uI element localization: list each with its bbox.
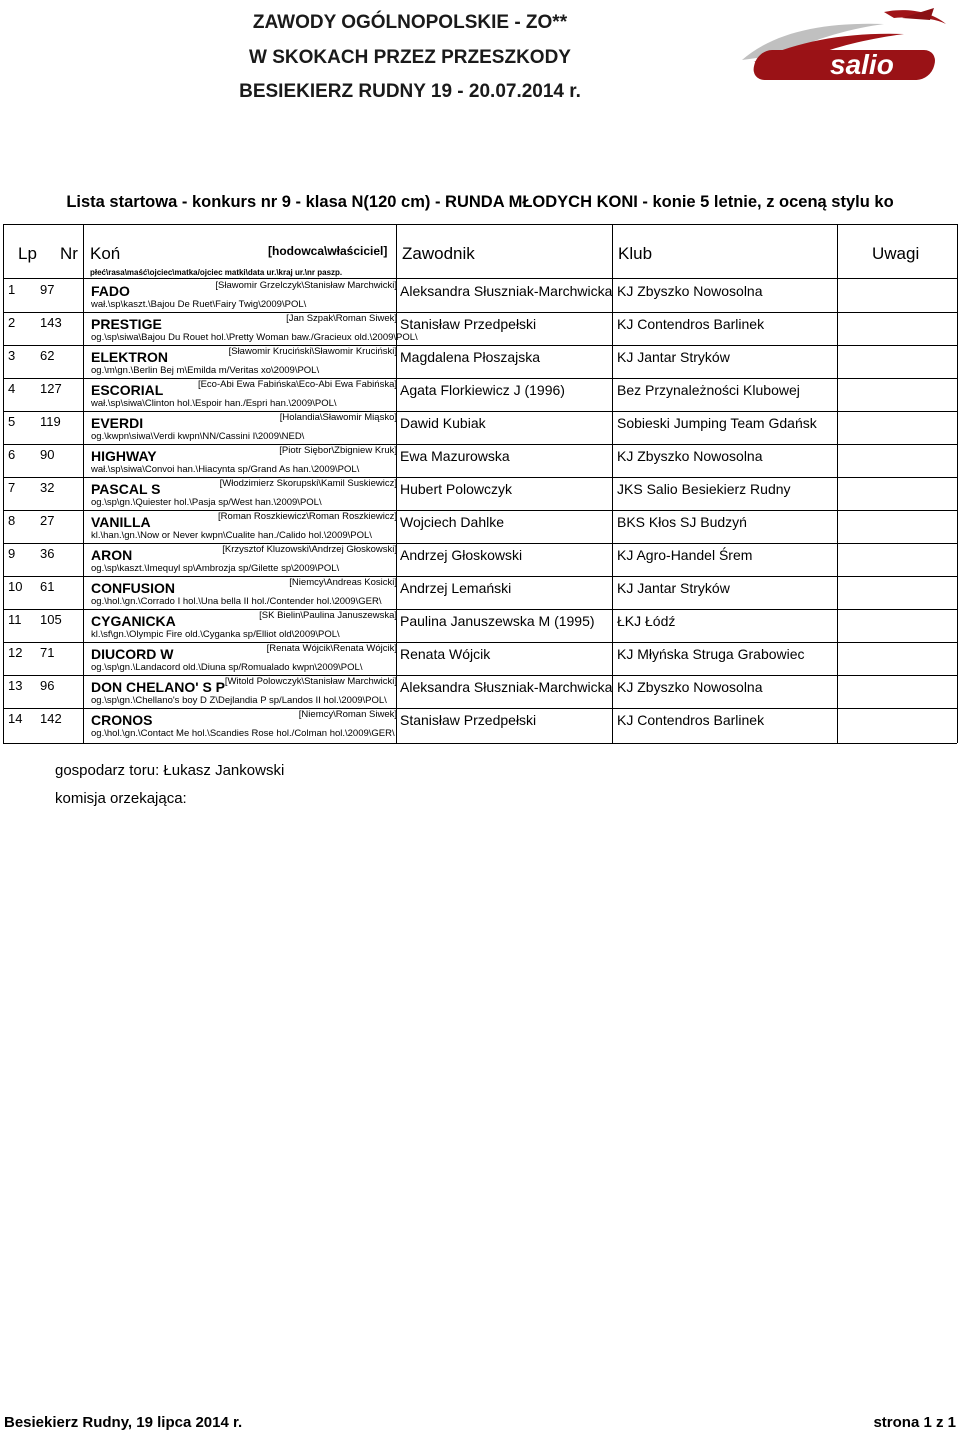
salio-logo [734, 2, 960, 94]
row-rider: Wojciech Dahlke [400, 514, 505, 530]
row-breeder-owner: [Niemcy\Andreas Kosicki] [289, 577, 397, 588]
row-breeder-owner: [Krzysztof Kluzowski\Andrzej Głoskowski] [222, 544, 397, 555]
row-rider: Aleksandra Słuszniak-Marchwicka [400, 679, 613, 695]
row-rider: Hubert Polowczyk [400, 481, 513, 497]
row-breeder-owner: [Włodzimierz Skorupski\Kamil Suskiewicz] [219, 478, 397, 489]
col-header-lp: Lp [18, 244, 37, 263]
svg-text:salio: salio [830, 49, 894, 80]
event-title-line3: BESIEKIERZ RUDNY 19 - 20.07.2014 r. [239, 81, 581, 102]
table-row [3, 412, 957, 445]
row-lp: 2 [8, 315, 16, 330]
row-pedigree: kl.\han.\gn.\Now or Never kwpn\Cualite han./Calido hol.\2009\POL\ [91, 530, 372, 541]
col-header-breeder-owner: [hodowca\właściciel] [268, 244, 388, 258]
table-row [3, 445, 957, 478]
start-list-title: Lista startowa - konkurs nr 9 - klasa N(120 cm) - RUNDA MŁODYCH KONI - konie 5 letnie, z oceną stylu ko [66, 193, 894, 211]
col-header-notes: Uwagi [872, 244, 920, 263]
row-nr: 32 [40, 480, 55, 495]
jury: komisja orzekająca: [55, 790, 187, 807]
row-lp: 13 [8, 678, 23, 693]
row-nr: 143 [40, 315, 62, 330]
row-rider: Andrzej Lemański [400, 580, 512, 596]
row-breeder-owner: [SK Bielin\Paulina Januszewska] [259, 610, 397, 621]
row-rider: Aleksandra Słuszniak-Marchwicka [400, 283, 613, 299]
row-horse-name: DIUCORD W [91, 646, 174, 662]
row-rider: Agata Florkiewicz J (1996) [400, 382, 565, 398]
table-row [3, 379, 957, 412]
row-lp: 10 [8, 579, 23, 594]
row-pedigree: og.\sp\siwa\Bajou Du Rouet hol.\Pretty Woman baw./Gracieux old.\2009\POL\ [91, 332, 418, 343]
row-rider: Magdalena Płoszajska [400, 349, 541, 365]
row-nr: 90 [40, 447, 55, 462]
row-breeder-owner: [Renata Wójcik\Renata Wójcik] [266, 643, 397, 654]
row-nr: 61 [40, 579, 55, 594]
row-club: KJ Zbyszko Nowosolna [617, 679, 763, 695]
page-number: strona 1 z 1 [873, 1414, 956, 1431]
row-nr: 62 [40, 348, 55, 363]
row-breeder-owner: [Eco-Abi Ewa Fabińska\Eco-Abi Ewa Fabińska] [197, 379, 397, 390]
row-club: KJ Jantar Stryków [617, 580, 730, 596]
row-lp: 7 [8, 480, 16, 495]
row-club: JKS Salio Besiekierz Rudny [617, 481, 791, 497]
row-pedigree: wał.\sp\siwa\Clinton hol.\Espoir han./Espri han.\2009\POL\ [91, 398, 337, 409]
table-row [3, 511, 957, 544]
row-club: BKS Kłos SJ Budzyń [617, 514, 747, 530]
table-row [3, 643, 957, 676]
table-row [3, 544, 957, 577]
row-rider: Renata Wójcik [400, 646, 491, 662]
place-date: Besiekierz Rudny, 19 lipca 2014 r. [4, 1414, 243, 1431]
row-nr: 127 [40, 381, 62, 396]
table-row [3, 577, 957, 610]
row-pedigree: og.\sp\gn.\Quiester hol.\Pasja sp/West han.\2009\POL\ [91, 497, 322, 508]
row-breeder-owner: [Jan Szpak\Roman Siwek] [286, 313, 397, 324]
row-club: KJ Contendros Barlinek [617, 712, 765, 728]
row-horse-name: ELEKTRON [91, 349, 168, 365]
row-horse-name: VANILLA [91, 514, 151, 530]
row-nr: 105 [40, 612, 62, 627]
row-breeder-owner: [Roman Roszkiewicz\Roman Roszkiewicz] [218, 511, 397, 522]
row-rider: Dawid Kubiak [400, 415, 486, 431]
row-horse-name: ESCORIAL [91, 382, 164, 398]
row-horse-name: CYGANICKA [91, 613, 176, 629]
col-header-nr: Nr [60, 244, 78, 263]
row-lp: 4 [8, 381, 16, 396]
row-nr: 96 [40, 678, 55, 693]
row-club: KJ Zbyszko Nowosolna [617, 283, 763, 299]
row-pedigree: wał.\sp\siwa\Convoi han.\Hiacynta sp/Grand As han.\2009\POL\ [91, 464, 360, 475]
row-rider: Stanisław Przedpełski [400, 712, 537, 728]
col-header-rider: Zawodnik [402, 244, 475, 263]
row-horse-name: DON CHELANO' S P [91, 679, 226, 695]
row-pedigree: wał.\sp\kaszt.\Bajou De Ruet\Fairy Twig\2009\POL\ [91, 299, 307, 310]
table-row [3, 280, 957, 313]
row-horse-name: ARON [91, 547, 133, 563]
row-nr: 71 [40, 645, 55, 660]
row-lp: 9 [8, 546, 16, 561]
row-breeder-owner: [Sławomir Kruciński\Sławomir Kruciński] [228, 346, 397, 357]
row-horse-name: FADO [91, 283, 130, 299]
row-rider: Andrzej Głoskowski [400, 547, 523, 563]
row-nr: 27 [40, 513, 55, 528]
row-pedigree: og.\kwpn\siwa\Verdi kwpn\NN/Cassini I\2009\NED\ [91, 431, 305, 442]
header-separator [3, 278, 957, 279]
row-horse-name: CONFUSION [91, 580, 175, 596]
table-bottom-border [3, 743, 957, 744]
row-breeder-owner: [Holandia\Sławomir Miąsko] [279, 412, 397, 423]
row-club: KJ Agro-Handel Śrem [617, 547, 753, 563]
table-row [3, 313, 957, 346]
row-club: KJ Jantar Stryków [617, 349, 730, 365]
event-title-line1: ZAWODY OGÓLNOPOLSKIE - ZO** [252, 12, 568, 33]
table-row [3, 478, 957, 511]
row-club: KJ Contendros Barlinek [617, 316, 765, 332]
row-nr: 97 [40, 282, 55, 297]
row-nr: 142 [40, 711, 62, 726]
row-pedigree: og.\hol.\gn.\Contact Me hol.\Scandies Rose hol./Colman hol.\2009\GER\ [91, 728, 395, 739]
col-header-horse: Koń [90, 244, 121, 263]
row-nr: 36 [40, 546, 55, 561]
row-pedigree: og.\sp\gn.\Landacord old.\Diuna sp/Romualado kwpn\2009\POL\ [91, 662, 363, 673]
row-horse-name: EVERDI [91, 415, 144, 431]
row-nr: 119 [40, 414, 61, 429]
row-horse-name: HIGHWAY [91, 448, 157, 464]
row-club: KJ Zbyszko Nowosolna [617, 448, 763, 464]
row-lp: 1 [8, 282, 16, 297]
table-row [3, 709, 957, 742]
row-rider: Ewa Mazurowska [400, 448, 510, 464]
row-pedigree: kl.\sf\gn.\Olympic Fire old.\Cyganka sp/Elliot old\2009\POL\ [91, 629, 340, 640]
row-rider: Paulina Januszewska M (1995) [400, 613, 595, 629]
col-border [957, 224, 958, 743]
row-horse-name: CRONOS [91, 712, 153, 728]
table-row [3, 676, 957, 709]
row-lp: 6 [8, 447, 16, 462]
row-lp: 8 [8, 513, 16, 528]
row-pedigree: og.\sp\kaszt.\Imequyl sp\Ambrozja sp/Gilette sp\2009\POL\ [91, 563, 340, 574]
row-pedigree: og.\m\gn.\Berlin Bej m\Emilda m/Veritas xo\2009\POL\ [91, 365, 320, 376]
row-rider: Stanisław Przedpełski [400, 316, 537, 332]
row-lp: 3 [8, 348, 16, 363]
row-club: KJ Młyńska Struga Grabowiec [617, 646, 805, 662]
row-breeder-owner: [Sławomir Grzelczyk\Stanisław Marchwicki] [215, 280, 397, 291]
row-horse-name: PASCAL S [91, 481, 161, 497]
row-lp: 11 [8, 612, 22, 627]
row-lp: 5 [8, 414, 16, 429]
row-lp: 14 [8, 711, 23, 726]
row-lp: 12 [8, 645, 23, 660]
course-designer: gospodarz toru: Łukasz Jankowski [55, 762, 285, 779]
table-row [3, 346, 957, 379]
row-breeder-owner: [Witold Polowczyk\Stanisław Marchwicki] [224, 676, 397, 687]
row-pedigree: og.\hol.\gn.\Corrado I hol.\Una bella II hol./Contender hol.\2009\GER\ [91, 596, 382, 607]
table-top-border [3, 224, 957, 225]
row-club: ŁKJ Łódź [617, 613, 676, 629]
row-club: Bez Przynależności Klubowej [617, 382, 800, 398]
col-header-pedigree: płeć\rasa\maść\ojciec\matka/ojciec matki\data ur.\kraj ur.\nr paszp. [90, 268, 343, 277]
event-title-line2: W SKOKACH PRZEZ PRZESZKODY [249, 47, 571, 68]
row-breeder-owner: [Niemcy\Roman Siwek] [298, 709, 397, 720]
row-club: Sobieski Jumping Team Gdańsk [617, 415, 817, 431]
row-breeder-owner: [Piotr Siębor\Zbigniew Kruk] [279, 445, 397, 456]
row-horse-name: PRESTIGE [91, 316, 162, 332]
col-header-club: Klub [618, 244, 653, 263]
table-row [3, 610, 957, 643]
row-pedigree: og.\sp\gn.\Chellano's boy D Z\Dejlandia P sp/Landos II hol.\2009\POL\ [91, 695, 387, 706]
